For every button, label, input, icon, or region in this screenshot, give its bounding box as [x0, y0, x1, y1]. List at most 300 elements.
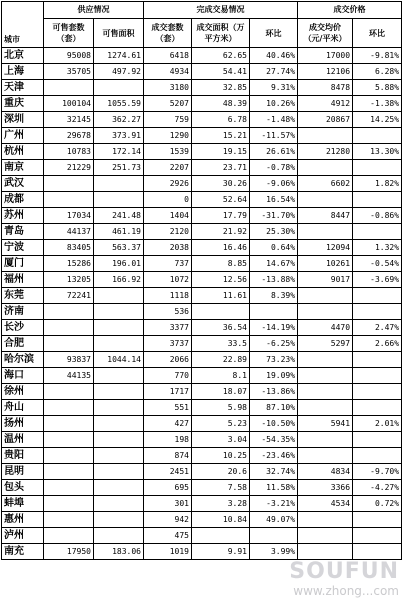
cell-deal-area: 23.71 — [192, 160, 250, 176]
table-row — [2, 336, 402, 352]
cell-price — [298, 400, 353, 416]
cell-price: 20867 — [298, 112, 353, 128]
cell-price-mom: 1.82% — [353, 176, 402, 192]
cell-deal-units: 2066 — [144, 352, 192, 368]
cell-city: 惠州 — [2, 512, 44, 528]
cell-supply-area — [94, 368, 144, 384]
cell-deal-area: 12.56 — [192, 272, 250, 288]
cell-deal-units: 2451 — [144, 464, 192, 480]
cell-price — [298, 224, 353, 240]
cell-supply-area: 563.37 — [94, 240, 144, 256]
cell-supply-units — [44, 320, 94, 336]
cell-price: 12106 — [298, 64, 353, 80]
cell-deal-units: 551 — [144, 400, 192, 416]
cell-price-mom: -0.54% — [353, 256, 402, 272]
cell-supply-area: 241.48 — [94, 208, 144, 224]
cell-supply-units — [44, 480, 94, 496]
cell-city: 苏州 — [2, 208, 44, 224]
cell-price-mom — [353, 352, 402, 368]
table-row — [2, 272, 402, 288]
cell-supply-area: 166.92 — [94, 272, 144, 288]
cell-price — [298, 304, 353, 320]
cell-deal-area: 8.85 — [192, 256, 250, 272]
header-price: 成交均价（元/平米） — [298, 19, 353, 48]
cell-deal-units: 3737 — [144, 336, 192, 352]
cell-city: 杭州 — [2, 144, 44, 160]
cell-city: 北京 — [2, 48, 44, 64]
cell-deal-units: 1019 — [144, 544, 192, 560]
cell-deal-mom: -9.06% — [250, 176, 298, 192]
cell-price: 6602 — [298, 176, 353, 192]
cell-price: 4834 — [298, 464, 353, 480]
cell-supply-area — [94, 448, 144, 464]
table-row — [2, 96, 402, 112]
cell-city: 东莞 — [2, 288, 44, 304]
table-row — [2, 544, 402, 560]
cell-supply-area — [94, 528, 144, 544]
cell-deal-mom: -54.35% — [250, 432, 298, 448]
cell-deal-mom: 9.31% — [250, 80, 298, 96]
table-row — [2, 320, 402, 336]
cell-supply-units — [44, 336, 94, 352]
cell-price-mom — [353, 432, 402, 448]
cell-deal-area: 33.5 — [192, 336, 250, 352]
cell-deal-mom: 73.23% — [250, 352, 298, 368]
cell-deal-units: 1118 — [144, 288, 192, 304]
cell-deal-mom: -1.48% — [250, 112, 298, 128]
cell-city: 昆明 — [2, 464, 44, 480]
cell-supply-area: 1044.14 — [94, 352, 144, 368]
cell-supply-units — [44, 512, 94, 528]
cell-price-mom — [353, 512, 402, 528]
cell-supply-units — [44, 496, 94, 512]
cell-deal-mom: 40.46% — [250, 48, 298, 64]
cell-deal-units: 0 — [144, 192, 192, 208]
cell-deal-units: 475 — [144, 528, 192, 544]
cell-city: 蚌埠 — [2, 496, 44, 512]
cell-deal-mom: 87.10% — [250, 400, 298, 416]
table-row — [2, 208, 402, 224]
cell-supply-area — [94, 304, 144, 320]
cell-price-mom — [353, 224, 402, 240]
cell-price: 21280 — [298, 144, 353, 160]
table-row — [2, 304, 402, 320]
cell-deal-mom: -31.70% — [250, 208, 298, 224]
cell-price: 5297 — [298, 336, 353, 352]
table-row — [2, 176, 402, 192]
cell-supply-area: 373.91 — [94, 128, 144, 144]
cell-price-mom — [353, 400, 402, 416]
table-row — [2, 192, 402, 208]
table-row — [2, 480, 402, 496]
cell-deal-units: 1539 — [144, 144, 192, 160]
header-group-supply: 供应情况 — [44, 2, 144, 19]
cell-deal-area: 10.25 — [192, 448, 250, 464]
cell-deal-units: 737 — [144, 256, 192, 272]
table-row — [2, 384, 402, 400]
cell-deal-area: 22.89 — [192, 352, 250, 368]
cell-deal-area: 30.26 — [192, 176, 250, 192]
cell-price: 3366 — [298, 480, 353, 496]
cell-supply-units: 10783 — [44, 144, 94, 160]
table-row — [2, 496, 402, 512]
cell-supply-units: 44137 — [44, 224, 94, 240]
cell-price-mom: 6.28% — [353, 64, 402, 80]
cell-supply-area — [94, 416, 144, 432]
cell-price — [298, 544, 353, 560]
cell-city: 哈尔滨 — [2, 352, 44, 368]
cell-supply-area — [94, 288, 144, 304]
cell-deal-units: 1072 — [144, 272, 192, 288]
cell-price — [298, 192, 353, 208]
cell-price-mom: 14.25% — [353, 112, 402, 128]
cell-deal-mom: -13.88% — [250, 272, 298, 288]
header-city: 城市 — [2, 2, 44, 48]
table-row — [2, 528, 402, 544]
cell-deal-units: 1290 — [144, 128, 192, 144]
cell-deal-mom: 49.07% — [250, 512, 298, 528]
cell-deal-area: 15.21 — [192, 128, 250, 144]
cell-price: 8447 — [298, 208, 353, 224]
table-row — [2, 240, 402, 256]
cell-supply-units: 83405 — [44, 240, 94, 256]
cell-deal-mom: 16.54% — [250, 192, 298, 208]
cell-city: 青岛 — [2, 224, 44, 240]
cell-deal-units: 1404 — [144, 208, 192, 224]
cell-price-mom: -0.86% — [353, 208, 402, 224]
cell-price — [298, 528, 353, 544]
table-row — [2, 112, 402, 128]
table-row — [2, 160, 402, 176]
cell-deal-mom: 27.74% — [250, 64, 298, 80]
cell-deal-mom: 10.26% — [250, 96, 298, 112]
cell-supply-area: 1055.59 — [94, 96, 144, 112]
header-price-mom: 环比 — [353, 19, 402, 48]
cell-deal-units: 759 — [144, 112, 192, 128]
cell-price: 9017 — [298, 272, 353, 288]
cell-deal-mom: -13.86% — [250, 384, 298, 400]
cell-supply-units — [44, 464, 94, 480]
cell-supply-units: 72241 — [44, 288, 94, 304]
header-group-deal: 完成交易情况 — [144, 2, 298, 19]
cell-supply-units: 17034 — [44, 208, 94, 224]
cell-city: 武汉 — [2, 176, 44, 192]
cell-city: 合肥 — [2, 336, 44, 352]
cell-deal-mom: -23.46% — [250, 448, 298, 464]
cell-price-mom: 0.72% — [353, 496, 402, 512]
cell-deal-mom: 8.39% — [250, 288, 298, 304]
cell-deal-area: 32.85 — [192, 80, 250, 96]
cell-deal-mom: -0.78% — [250, 160, 298, 176]
cell-supply-units: 35705 — [44, 64, 94, 80]
cell-deal-units: 2120 — [144, 224, 192, 240]
table-row — [2, 288, 402, 304]
table-row — [2, 400, 402, 416]
cell-supply-units — [44, 432, 94, 448]
cell-supply-units — [44, 400, 94, 416]
cell-deal-area — [192, 304, 250, 320]
cell-deal-units: 3377 — [144, 320, 192, 336]
cell-deal-units: 874 — [144, 448, 192, 464]
cell-price-mom — [353, 544, 402, 560]
cell-deal-area: 9.91 — [192, 544, 250, 560]
cell-deal-area: 48.39 — [192, 96, 250, 112]
cell-deal-units: 4934 — [144, 64, 192, 80]
cell-deal-units: 770 — [144, 368, 192, 384]
cell-deal-area — [192, 528, 250, 544]
cell-deal-area: 18.07 — [192, 384, 250, 400]
cell-supply-area — [94, 80, 144, 96]
cell-deal-area: 6.78 — [192, 112, 250, 128]
watermark-logo: SOUFUN — [289, 559, 399, 584]
cell-deal-mom: 14.67% — [250, 256, 298, 272]
cell-price: 17000 — [298, 48, 353, 64]
cell-price-mom — [353, 528, 402, 544]
cell-deal-units: 3180 — [144, 80, 192, 96]
cell-supply-units — [44, 448, 94, 464]
cell-supply-area: 183.06 — [94, 544, 144, 560]
cell-supply-area — [94, 384, 144, 400]
cell-deal-area: 16.46 — [192, 240, 250, 256]
cell-deal-mom: 25.30% — [250, 224, 298, 240]
cell-deal-mom: 32.74% — [250, 464, 298, 480]
cell-price-mom: -4.27% — [353, 480, 402, 496]
cell-price — [298, 512, 353, 528]
cell-city: 福州 — [2, 272, 44, 288]
cell-price: 5941 — [298, 416, 353, 432]
cell-deal-units: 942 — [144, 512, 192, 528]
cell-price — [298, 288, 353, 304]
cell-deal-area: 10.84 — [192, 512, 250, 528]
cell-deal-area: 3.04 — [192, 432, 250, 448]
cell-supply-units — [44, 304, 94, 320]
cell-price-mom: 1.32% — [353, 240, 402, 256]
cell-price — [298, 128, 353, 144]
cell-supply-units: 95008 — [44, 48, 94, 64]
cell-price: 4912 — [298, 96, 353, 112]
cell-city: 厦门 — [2, 256, 44, 272]
table-row — [2, 512, 402, 528]
cell-price-mom: 2.01% — [353, 416, 402, 432]
cell-supply-area — [94, 320, 144, 336]
cell-supply-area — [94, 464, 144, 480]
cell-deal-area: 21.92 — [192, 224, 250, 240]
cell-deal-area: 19.15 — [192, 144, 250, 160]
cell-deal-mom: 11.58% — [250, 480, 298, 496]
table-row — [2, 144, 402, 160]
cell-supply-units: 44135 — [44, 368, 94, 384]
cell-city: 天津 — [2, 80, 44, 96]
cell-supply-units — [44, 80, 94, 96]
cell-price-mom — [353, 368, 402, 384]
cell-supply-area: 1274.61 — [94, 48, 144, 64]
cell-price-mom — [353, 384, 402, 400]
cell-price: 10261 — [298, 256, 353, 272]
table-row — [2, 416, 402, 432]
cell-price-mom: 13.30% — [353, 144, 402, 160]
cell-deal-mom — [250, 528, 298, 544]
cell-city: 泸州 — [2, 528, 44, 544]
cell-supply-units — [44, 192, 94, 208]
cell-deal-mom: -3.21% — [250, 496, 298, 512]
header-column-row — [2, 19, 402, 48]
cell-deal-area: 7.58 — [192, 480, 250, 496]
cell-deal-area: 52.64 — [192, 192, 250, 208]
cell-price: 4470 — [298, 320, 353, 336]
cell-supply-area — [94, 496, 144, 512]
table-row — [2, 352, 402, 368]
cell-price — [298, 160, 353, 176]
cell-city: 南京 — [2, 160, 44, 176]
cell-supply-area: 172.14 — [94, 144, 144, 160]
cell-supply-area — [94, 512, 144, 528]
cell-city: 上海 — [2, 64, 44, 80]
cell-supply-units — [44, 384, 94, 400]
header-deal-mom: 环比 — [250, 19, 298, 48]
cell-price-mom: -3.69% — [353, 272, 402, 288]
cell-supply-area: 196.01 — [94, 256, 144, 272]
table-row — [2, 224, 402, 240]
cell-supply-area — [94, 192, 144, 208]
cell-deal-mom: 19.09% — [250, 368, 298, 384]
table-row — [2, 368, 402, 384]
cell-deal-mom — [250, 304, 298, 320]
cell-price — [298, 384, 353, 400]
housing-data-table — [1, 1, 402, 560]
cell-city: 南充 — [2, 544, 44, 560]
cell-supply-units: 21229 — [44, 160, 94, 176]
cell-supply-area — [94, 480, 144, 496]
table-row — [2, 256, 402, 272]
cell-deal-mom: 26.61% — [250, 144, 298, 160]
cell-deal-units: 2207 — [144, 160, 192, 176]
cell-deal-area: 62.65 — [192, 48, 250, 64]
cell-supply-area: 362.27 — [94, 112, 144, 128]
cell-deal-area: 5.98 — [192, 400, 250, 416]
cell-price-mom — [353, 160, 402, 176]
cell-supply-units: 13205 — [44, 272, 94, 288]
cell-deal-area: 11.61 — [192, 288, 250, 304]
cell-supply-area: 461.19 — [94, 224, 144, 240]
cell-supply-units: 32145 — [44, 112, 94, 128]
cell-deal-units: 1717 — [144, 384, 192, 400]
cell-deal-units: 695 — [144, 480, 192, 496]
cell-supply-area — [94, 400, 144, 416]
cell-price-mom — [353, 192, 402, 208]
cell-deal-area: 5.23 — [192, 416, 250, 432]
cell-price — [298, 432, 353, 448]
cell-deal-mom: -10.50% — [250, 416, 298, 432]
cell-price: 8478 — [298, 80, 353, 96]
watermark — [289, 559, 399, 598]
header-group-row — [2, 2, 402, 19]
cell-price-mom: -9.81% — [353, 48, 402, 64]
cell-city: 徐州 — [2, 384, 44, 400]
cell-deal-area: 36.54 — [192, 320, 250, 336]
cell-price-mom — [353, 128, 402, 144]
cell-deal-area: 8.1 — [192, 368, 250, 384]
cell-price-mom: -9.70% — [353, 464, 402, 480]
cell-city: 宁波 — [2, 240, 44, 256]
cell-price-mom: 2.47% — [353, 320, 402, 336]
header-group-price: 成交价格 — [298, 2, 402, 19]
cell-supply-area — [94, 432, 144, 448]
cell-deal-mom: -6.25% — [250, 336, 298, 352]
cell-price — [298, 368, 353, 384]
table-row — [2, 128, 402, 144]
cell-city: 济南 — [2, 304, 44, 320]
cell-deal-units: 536 — [144, 304, 192, 320]
cell-deal-area: 17.79 — [192, 208, 250, 224]
table-row — [2, 464, 402, 480]
cell-deal-units: 301 — [144, 496, 192, 512]
cell-deal-units: 198 — [144, 432, 192, 448]
cell-supply-units: 17950 — [44, 544, 94, 560]
cell-city: 长沙 — [2, 320, 44, 336]
header-supply-area: 可售面积 — [94, 19, 144, 48]
cell-deal-units: 2038 — [144, 240, 192, 256]
cell-supply-area — [94, 176, 144, 192]
cell-city: 包头 — [2, 480, 44, 496]
cell-city: 深圳 — [2, 112, 44, 128]
cell-price-mom: 2.66% — [353, 336, 402, 352]
cell-supply-units — [44, 416, 94, 432]
cell-city: 扬州 — [2, 416, 44, 432]
cell-supply-units — [44, 528, 94, 544]
cell-deal-area: 3.28 — [192, 496, 250, 512]
cell-supply-units: 15286 — [44, 256, 94, 272]
cell-deal-mom: 3.99% — [250, 544, 298, 560]
cell-city: 海口 — [2, 368, 44, 384]
watermark-url: www.zhong...com — [293, 584, 399, 598]
cell-supply-units — [44, 176, 94, 192]
cell-price-mom — [353, 448, 402, 464]
table-row — [2, 48, 402, 64]
cell-supply-area: 497.92 — [94, 64, 144, 80]
cell-city: 舟山 — [2, 400, 44, 416]
cell-price-mom — [353, 304, 402, 320]
header-deal-area: 成交面积（万平方米） — [192, 19, 250, 48]
cell-price-mom — [353, 288, 402, 304]
header-supply-units: 可售套数（套） — [44, 19, 94, 48]
cell-deal-units: 6418 — [144, 48, 192, 64]
cell-price: 12094 — [298, 240, 353, 256]
cell-supply-units: 100104 — [44, 96, 94, 112]
cell-deal-mom: -14.19% — [250, 320, 298, 336]
cell-supply-area — [94, 336, 144, 352]
table-row — [2, 64, 402, 80]
cell-deal-mom: 0.64% — [250, 240, 298, 256]
cell-supply-area: 251.73 — [94, 160, 144, 176]
cell-price: 4534 — [298, 496, 353, 512]
table-row — [2, 448, 402, 464]
cell-city: 成都 — [2, 192, 44, 208]
header-deal-units: 成交套数（套） — [144, 19, 192, 48]
cell-price-mom: -1.38% — [353, 96, 402, 112]
table-row — [2, 80, 402, 96]
cell-price — [298, 352, 353, 368]
cell-deal-units: 2926 — [144, 176, 192, 192]
cell-city: 广州 — [2, 128, 44, 144]
cell-deal-units: 5207 — [144, 96, 192, 112]
cell-city: 重庆 — [2, 96, 44, 112]
cell-deal-area: 54.41 — [192, 64, 250, 80]
table-body — [2, 48, 402, 560]
cell-supply-units: 29678 — [44, 128, 94, 144]
cell-deal-mom: -11.57% — [250, 128, 298, 144]
cell-deal-area: 20.6 — [192, 464, 250, 480]
cell-supply-units: 93837 — [44, 352, 94, 368]
